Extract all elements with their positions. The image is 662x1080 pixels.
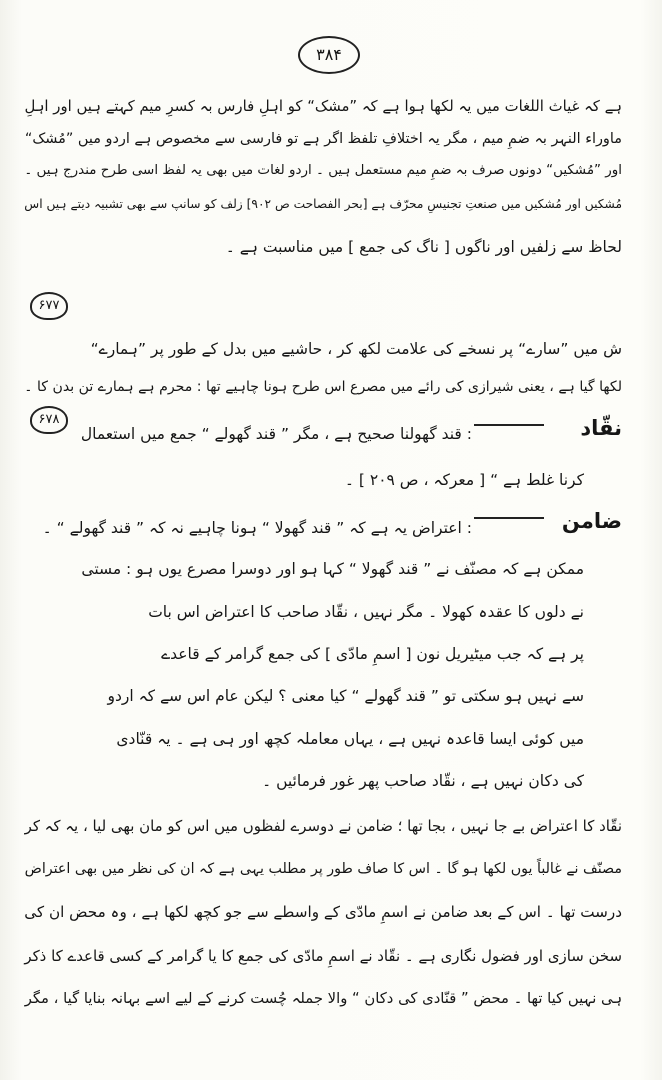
text-line: مُشکیں اور مُشکیں میں صنعتِ تجنیسِ محرّف ہے [بحر الفصاحت ص ۹۰۲] زلف کو سانپ سے بھی تشبیہ دیتے ہیں اس — [24, 197, 622, 211]
text-line: ہی نہیں کیا تھا ۔ محض ” قنّادی کی دکان “ والا جملہ چُست کرنے کے لیے اسے بہانہ بنایا گیا ، مگر — [24, 990, 622, 1007]
footnote-marker: ۶۷۸ — [30, 406, 68, 434]
dash-rule — [474, 424, 544, 426]
text-line: سخن سازی اور فضول نگاری ہے ۔ نقّاد نے اسمِ مادّی کی جمع کا یا گرامر کے کسی قاعدے کا ذکر — [24, 947, 622, 965]
text-line: ہے کہ غیاث اللغات میں یہ لکھا ہوا ہے کہ ”مشک“ کو اہلِ فارس بہ کسرِ میم کہتے ہیں اور اہلِ — [24, 97, 622, 115]
footnote-marker: ۶۷۷ — [30, 292, 68, 320]
text-line: ماوراء النہر بہ ضمِ میم ، مگر یہ اختلافِ تلفظ اگر ہے تو فارسی سے مخصوص ہے اردو میں ”مُشک“ — [24, 131, 622, 147]
text-line: کرنا غلط ہے “ [ معرکہ ، ص ۲۰۹ ] ۔ — [344, 471, 584, 489]
heading-naqqad: نقّاد — [580, 416, 622, 440]
text-line: کی دکان نہیں ہے ، نقّاد صاحب پھر غور فرمائیں ۔ — [262, 772, 584, 790]
text-line: لحاظ سے زلفیں اور ناگوں [ ناگ کی جمع ] میں مناسبت ہے ۔ — [225, 238, 622, 256]
text-line: نے دلوں کا عقدہ کھولا ۔ مگر نہیں ، نقّاد صاحب کا اعتراض اس بات — [148, 603, 584, 621]
text-line: مصنّف نے غالباً یوں لکھا ہو گا ۔ اس کا صاف طور پر مطلب یہی ہے کہ ان کی نظر میں بھی اعتراض — [24, 861, 622, 877]
page-number: ۳۸۴ — [298, 36, 360, 74]
text-line: پر ہے کہ جب میٹیریل نون [ اسمِ مادّی ] کی جمع گرامر کے قاعدے — [161, 645, 584, 663]
dash-rule — [474, 517, 544, 519]
text-line: ممکن ہے کہ مصنّف نے ” قند گھولا “ کہا ہو اور دوسرا مصرع یوں ہو : مستی — [81, 560, 584, 578]
heading-zamin: ضامن — [561, 509, 622, 533]
text-line: درست تھا ۔ اس کے بعد ضامن نے اسمِ مادّی کے واسطے سے جو کچھ لکھا ہے ، وہ محض ان کی — [24, 903, 622, 921]
text-line: ش میں ”سارے“ پر نسخے کی علامت لکھ کر ، حاشیے میں بدل کے طور پر ”ہمارے“ — [90, 340, 622, 358]
text-line: سے نہیں ہو سکتی تو ” قند گھولے “ کیا معنی ؟ لیکن عام اس سے کہ اردو — [107, 687, 584, 705]
text-line: نقّاد کا اعتراض بے جا نہیں ، بجا تھا ؛ ضامن نے دوسرے لفظوں میں اس کو مان بھی لیا ، یہ کہ کر — [24, 817, 622, 835]
text-line: اور ”مُشکیں“ دونوں صرف بہ ضمِ میم مستعمل ہیں ۔ اردو لغات میں بھی یہ لفظ اسی طرح مندرج ہیں ۔ — [24, 163, 622, 178]
text-line: میں کوئی ایسا قاعدہ نہیں ہے ، یہاں معاملہ کچھ اور ہی ہے ۔ یہ قنّادی — [116, 730, 584, 748]
text-line: لکھا گیا ہے ، یعنی شیرازی کی رائے میں مصرع اس طرح ہونا چاہیے تھا : محرم ہے ہمارے تن بدن کا ۔ — [24, 379, 622, 395]
text-line: : اعتراض یہ ہے کہ ” قند گھولا “ ہونا چاہیے نہ کہ ” قند گھولے “ ۔ — [42, 519, 472, 537]
text-line: : قند گھولنا صحیح ہے ، مگر ” قند گھولے “ جمع میں استعمال — [80, 425, 472, 443]
